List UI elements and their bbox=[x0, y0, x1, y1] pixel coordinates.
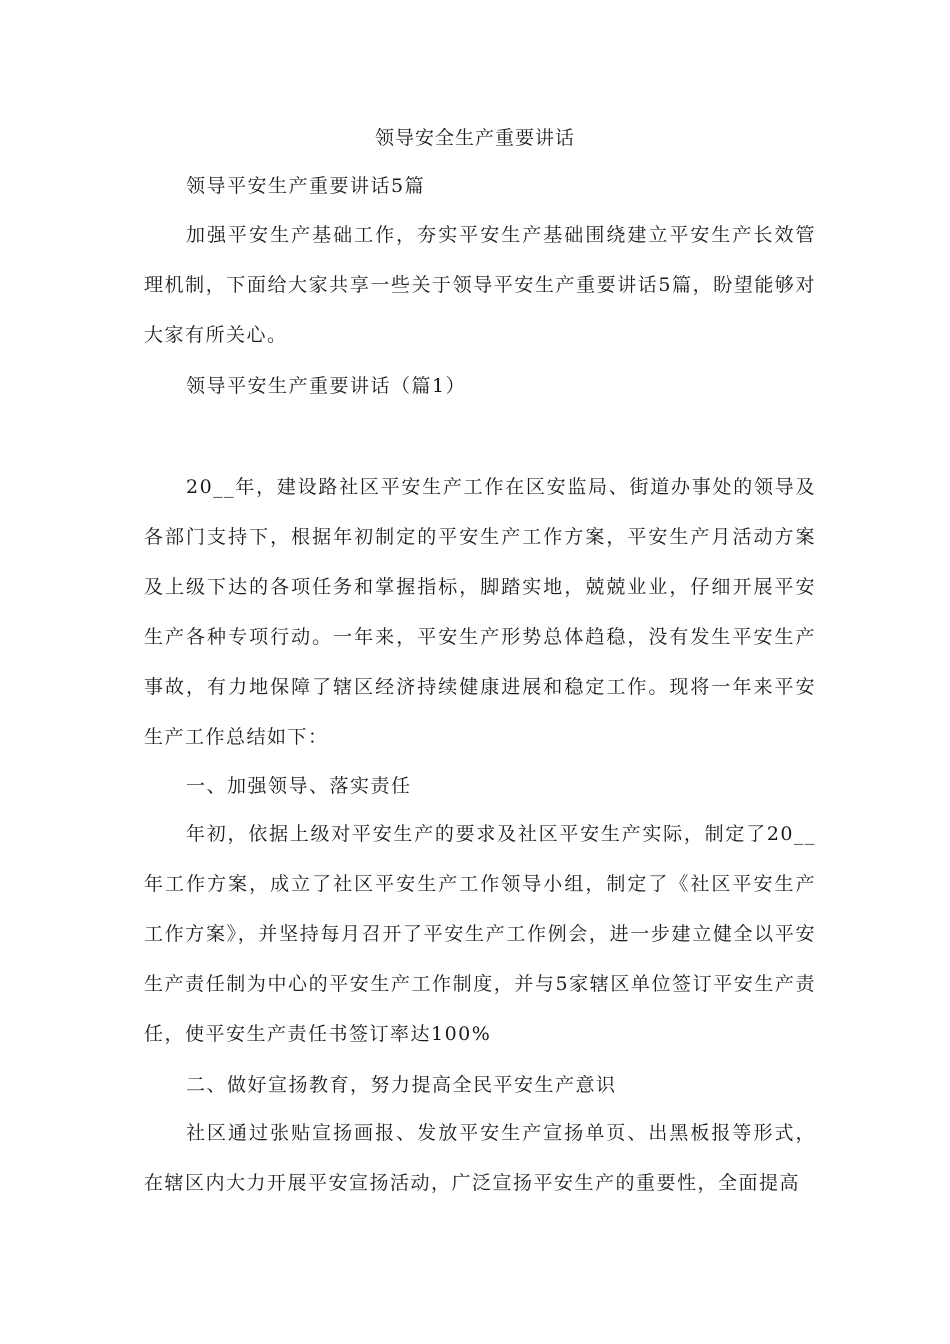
section-heading-two: 二、做好宣扬教育，努力提高全民平安生产意识 bbox=[186, 1074, 617, 1096]
body-paragraph-3: 社区通过张贴宣扬画报、发放平安生产宣扬单页、出黑板报等形式，在辖区内大力开展平安宣扬活动，广泛宣扬平安生产的重要性，全面提高 bbox=[144, 1122, 816, 1194]
intro-paragraph: 加强平安生产基础工作，夯实平安生产基础围绕建立平安生产长效管理机制，下面给大家共享一些关于领导平安生产重要讲话5篇，盼望能够对大家有所关心。 bbox=[144, 224, 816, 346]
body-paragraph-1: 20__年，建设路社区平安生产工作在区安监局、街道办事处的领导及各部门支持下，根据年初制定的平安生产工作方案，平安生产月活动方案及上级下达的各项任务和掌握指标，脚踏实地，兢兢业业，仔细开展平安生产各种专项行动。一年来，平安生产形势总体趋稳，没有发生平安生产事故，有力地保障了辖区经济持续健康进展和稳定工作。现将一年来平安生产工作总结如下： bbox=[144, 476, 816, 748]
document-title: 领导安全生产重要讲话 bbox=[374, 127, 575, 149]
body-paragraph-2: 年初，依据上级对平安生产的要求及社区平安生产实际，制定了20__年工作方案，成立了社区平安生产工作领导小组，制定了《社区平安生产工作方案》，并坚持每月召开了平安生产工作例会，进一步建立健全以平安生产责任制为中心的平安生产工作制度，并与5家辖区单位签订平安生产责任，使平安生产责任书签订率达100% bbox=[144, 823, 816, 1045]
section-heading-1: 领导平安生产重要讲话（篇1） bbox=[186, 375, 467, 397]
section-heading-one: 一、加强领导、落实责任 bbox=[186, 775, 412, 797]
subtitle-paragraph: 领导平安生产重要讲话5篇 bbox=[186, 175, 426, 197]
